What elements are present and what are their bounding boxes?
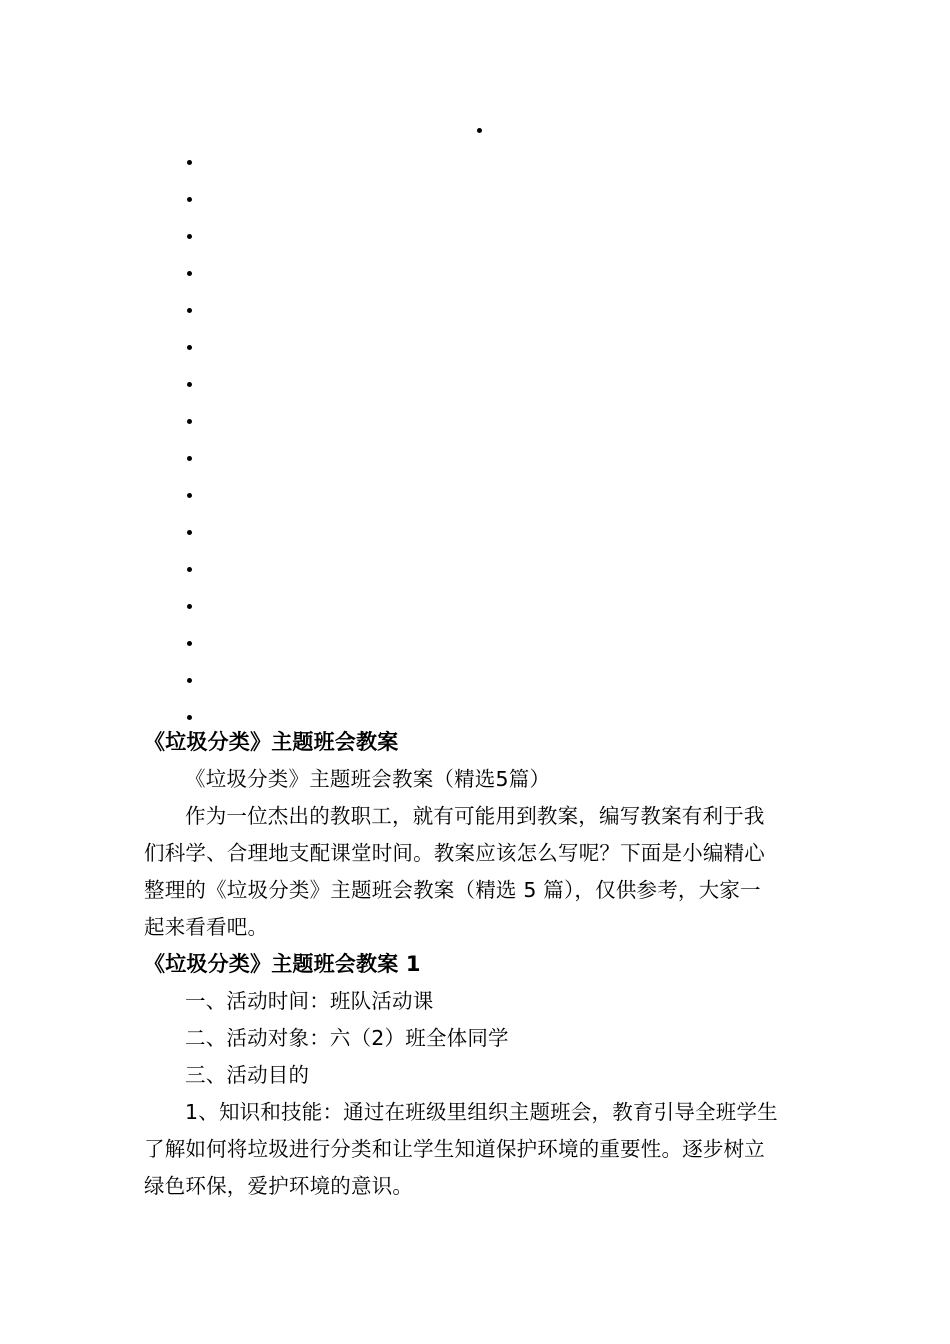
activity-time: 一、活动时间：班队活动课 <box>185 989 434 1013</box>
bullet-dot <box>187 345 192 350</box>
document-title: 《垃圾分类》主题班会教案 <box>144 730 399 754</box>
bullet-dot <box>187 678 192 683</box>
bullet-dot <box>187 308 192 313</box>
intro-line: 作为一位杰出的教职工，就有可能用到教案，编写教案有利于我 <box>185 804 765 828</box>
activity-goal: 三、活动目的 <box>185 1063 310 1087</box>
bullet-dot <box>187 271 192 276</box>
bullet-dot <box>187 160 192 165</box>
top-bullet-dot <box>477 128 482 133</box>
bullet-dot <box>187 456 192 461</box>
bullet-dot <box>187 715 192 720</box>
bullet-dot <box>187 641 192 646</box>
bullet-dot <box>187 382 192 387</box>
intro-line: 们科学、合理地支配课堂时间。教案应该怎么写呢？下面是小编精心 <box>144 841 765 865</box>
intro-line: 整理的《垃圾分类》主题班会教案（精选 5 篇），仅供参考，大家一 <box>144 878 761 902</box>
bullet-dot <box>187 419 192 424</box>
bullet-dot <box>187 234 192 239</box>
activity-target: 二、活动对象：六（2）班全体同学 <box>185 1026 509 1050</box>
goal-line: 绿色环保，爱护环境的意识。 <box>144 1174 414 1198</box>
section-heading: 《垃圾分类》主题班会教案 1 <box>144 952 421 976</box>
document-body <box>144 724 808 1205</box>
bullet-dot <box>187 493 192 498</box>
intro-line: 起来看看吧。 <box>144 915 269 939</box>
document-subtitle: 《垃圾分类》主题班会教案（精选5篇） <box>185 767 551 791</box>
goal-line: 1、知识和技能：通过在班级里组织主题班会，教育引导全班学生 <box>185 1100 778 1124</box>
bullet-dot <box>187 530 192 535</box>
bullet-dot <box>187 604 192 609</box>
goal-line: 了解如何将垃圾进行分类和让学生知道保护环境的重要性。逐步树立 <box>144 1137 765 1161</box>
bullet-dot <box>187 197 192 202</box>
bullet-dot <box>187 567 192 572</box>
